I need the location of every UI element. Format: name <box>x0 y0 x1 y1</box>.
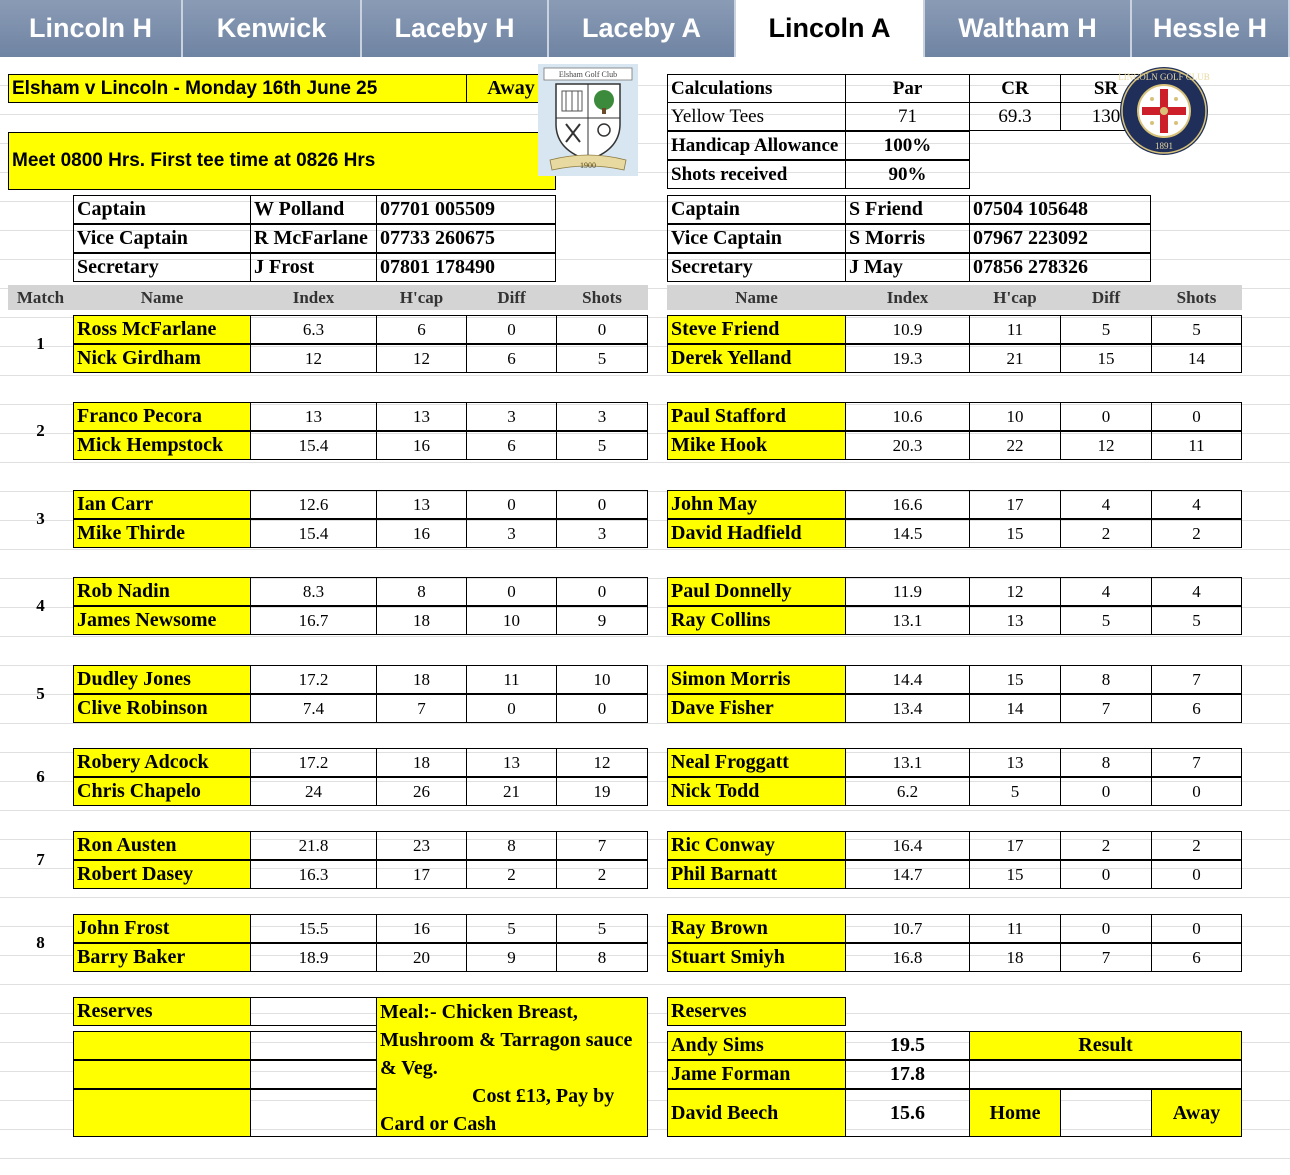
player-right-index[interactable]: 11.9 <box>845 577 970 606</box>
player-left-index[interactable]: 13 <box>250 402 377 431</box>
player-right-index[interactable]: 14.4 <box>845 665 970 694</box>
player-right-shots[interactable]: 11 <box>1151 431 1242 460</box>
result-away[interactable]: Away <box>1151 1089 1242 1137</box>
player-left-shots[interactable]: 7 <box>556 831 648 860</box>
result-value[interactable] <box>969 1060 1242 1089</box>
player-right-index[interactable]: 20.3 <box>845 431 970 460</box>
reserve-left-index-2[interactable] <box>250 1060 377 1089</box>
player-right-name: Ric Conway <box>667 831 846 860</box>
match-number: 1 <box>36 334 45 353</box>
player-left-hcap[interactable]: 12 <box>376 344 467 373</box>
player-left-diff[interactable]: 21 <box>466 777 557 806</box>
player-left-hcap[interactable]: 18 <box>376 748 467 777</box>
player-right-diff[interactable]: 0 <box>1060 860 1152 889</box>
official-left-role: Vice Captain <box>73 224 251 253</box>
player-left-shots[interactable]: 19 <box>556 777 648 806</box>
player-left-diff[interactable]: 3 <box>466 519 557 548</box>
player-right-index[interactable]: 16.6 <box>845 490 970 519</box>
player-right-hcap[interactable]: 18 <box>969 943 1061 972</box>
official-left-name: W Polland <box>250 195 377 224</box>
player-left-name: Ron Austen <box>73 831 251 860</box>
player-right-name: Paul Donnelly <box>667 577 846 606</box>
player-right-name: Mike Hook <box>667 431 846 460</box>
official-right-phone: 07504 105648 <box>969 195 1151 224</box>
tab-kenwick[interactable]: Kenwick <box>183 0 362 57</box>
sheet-tab-bar <box>0 0 1290 57</box>
svg-text:1900: 1900 <box>580 161 596 170</box>
player-right-name: Dave Fisher <box>667 694 846 723</box>
player-left-name: Nick Girdham <box>73 344 251 373</box>
player-left-diff[interactable]: 11 <box>466 665 557 694</box>
player-left-index[interactable]: 16.7 <box>250 606 377 635</box>
player-right-hcap[interactable]: 21 <box>969 344 1061 373</box>
player-left-hcap[interactable]: 16 <box>376 914 467 943</box>
allowance-value: 100% <box>845 131 970 160</box>
player-right-hcap[interactable]: 5 <box>969 777 1061 806</box>
player-left-shots[interactable]: 5 <box>556 431 648 460</box>
player-left-index[interactable]: 15.4 <box>250 519 377 548</box>
meal-text: Meal:- Chicken Breast, Mushroom & Tarragon sauce & Veg. <box>380 1001 633 1079</box>
result-label: Result <box>969 1031 1242 1060</box>
player-right-hcap[interactable]: 12 <box>969 577 1061 606</box>
header-right-index: Index <box>845 285 970 310</box>
player-right-index[interactable]: 6.2 <box>845 777 970 806</box>
player-left-diff[interactable]: 13 <box>466 748 557 777</box>
player-left-hcap[interactable]: 7 <box>376 694 467 723</box>
reserve-left-slot-3[interactable] <box>73 1089 251 1137</box>
player-right-hcap[interactable]: 13 <box>969 748 1061 777</box>
player-left-name: James Newsome <box>73 606 251 635</box>
player-left-diff[interactable]: 2 <box>466 860 557 889</box>
player-right-shots[interactable]: 0 <box>1151 402 1242 431</box>
cr-label: CR <box>969 74 1061 103</box>
reserve-left-index-3[interactable] <box>250 1089 377 1137</box>
match-number: 3 <box>36 509 45 528</box>
reserves-left-value[interactable] <box>250 997 377 1026</box>
player-left-shots[interactable]: 0 <box>556 694 648 723</box>
tab-laceby-h[interactable]: Laceby H <box>362 0 549 57</box>
player-left-name: Chris Chapelo <box>73 777 251 806</box>
player-right-hcap[interactable]: 17 <box>969 831 1061 860</box>
player-left-shots[interactable]: 5 <box>556 914 648 943</box>
player-left-shots[interactable]: 3 <box>556 402 648 431</box>
header-right-name: Name <box>667 285 846 310</box>
player-left-hcap[interactable]: 16 <box>376 519 467 548</box>
player-right-hcap[interactable]: 22 <box>969 431 1061 460</box>
official-right-phone: 07967 223092 <box>969 224 1151 253</box>
player-left-index[interactable]: 17.2 <box>250 665 377 694</box>
player-right-diff[interactable]: 0 <box>1060 402 1152 431</box>
player-left-diff[interactable]: 5 <box>466 914 557 943</box>
official-left-role: Captain <box>73 195 251 224</box>
player-right-shots[interactable]: 0 <box>1151 860 1242 889</box>
official-left-phone: 07701 005509 <box>376 195 556 224</box>
player-right-diff[interactable]: 5 <box>1060 315 1152 344</box>
player-left-shots[interactable]: 0 <box>556 315 648 344</box>
player-left-hcap[interactable]: 18 <box>376 665 467 694</box>
reserve-left-slot-1[interactable] <box>73 1031 251 1060</box>
player-left-shots[interactable]: 2 <box>556 860 648 889</box>
official-left-name: R McFarlane <box>250 224 377 253</box>
player-left-shots[interactable]: 8 <box>556 943 648 972</box>
fixture-venue: Away <box>466 74 556 103</box>
player-left-shots[interactable]: 9 <box>556 606 648 635</box>
player-right-hcap[interactable]: 11 <box>969 914 1061 943</box>
player-left-diff[interactable]: 0 <box>466 577 557 606</box>
tab-waltham-h[interactable]: Waltham H <box>925 0 1132 57</box>
header-left-shots: Shots <box>556 285 648 310</box>
player-right-name: Derek Yelland <box>667 344 846 373</box>
header-left-name: Name <box>73 285 251 310</box>
reserves-right-label: Reserves <box>667 997 846 1026</box>
reserve-left-slot-2[interactable] <box>73 1060 251 1089</box>
player-right-hcap[interactable]: 11 <box>969 315 1061 344</box>
player-right-name: David Hadfield <box>667 519 846 548</box>
player-left-name: Robert Dasey <box>73 860 251 889</box>
player-left-name: Franco Pecora <box>73 402 251 431</box>
player-right-name: Steve Friend <box>667 315 846 344</box>
svg-text:Elsham Golf Club: Elsham Golf Club <box>558 70 618 79</box>
player-right-diff[interactable]: 4 <box>1060 577 1152 606</box>
player-right-diff[interactable]: 2 <box>1060 831 1152 860</box>
player-right-diff[interactable]: 12 <box>1060 431 1152 460</box>
tab-lincoln-a[interactable]: Lincoln A <box>736 0 925 57</box>
official-right-role: Secretary <box>667 253 846 282</box>
player-right-diff[interactable]: 0 <box>1060 777 1152 806</box>
player-left-hcap[interactable]: 26 <box>376 777 467 806</box>
player-left-hcap[interactable]: 23 <box>376 831 467 860</box>
meet-time: Meet 0800 Hrs. First tee time at 0826 Hrs <box>8 132 556 190</box>
tab-lincoln-h[interactable]: Lincoln H <box>0 0 183 57</box>
player-right-diff[interactable]: 8 <box>1060 665 1152 694</box>
reserve-right-name: Jame Forman <box>667 1060 846 1089</box>
reserve-left-index-1[interactable] <box>250 1031 377 1060</box>
player-left-name: Mike Thirde <box>73 519 251 548</box>
tab-laceby-a[interactable]: Laceby A <box>549 0 736 57</box>
player-right-index[interactable]: 14.7 <box>845 860 970 889</box>
player-right-shots[interactable]: 4 <box>1151 490 1242 519</box>
spreadsheet <box>0 57 1290 1175</box>
player-right-index[interactable]: 13.1 <box>845 748 970 777</box>
player-right-diff[interactable]: 4 <box>1060 490 1152 519</box>
player-right-name: Stuart Smiyh <box>667 943 846 972</box>
header-left-diff: Diff <box>466 285 557 310</box>
player-right-shots[interactable]: 0 <box>1151 777 1242 806</box>
player-left-diff[interactable]: 0 <box>466 315 557 344</box>
player-left-name: Mick Hempstock <box>73 431 251 460</box>
reserve-right-index[interactable]: 17.8 <box>845 1060 970 1089</box>
header-right-hcap: H'cap <box>969 285 1061 310</box>
player-right-hcap[interactable]: 10 <box>969 402 1061 431</box>
player-left-diff[interactable]: 10 <box>466 606 557 635</box>
player-left-hcap[interactable]: 8 <box>376 577 467 606</box>
tab-hessle-h[interactable]: Hessle H <box>1132 0 1290 57</box>
player-left-index[interactable]: 12.6 <box>250 490 377 519</box>
player-right-index[interactable]: 16.4 <box>845 831 970 860</box>
sr-value: 130 <box>1060 102 1152 131</box>
header-left-index: Index <box>250 285 377 310</box>
lincoln-golf-club-logo-icon <box>1118 65 1210 157</box>
player-right-shots[interactable]: 5 <box>1151 606 1242 635</box>
result-home[interactable]: Home <box>969 1089 1061 1137</box>
player-right-shots[interactable]: 14 <box>1151 344 1242 373</box>
player-left-index[interactable]: 18.9 <box>250 943 377 972</box>
player-left-shots[interactable]: 10 <box>556 665 648 694</box>
svg-text:LINCOLN GOLF CLUB: LINCOLN GOLF CLUB <box>1118 72 1210 82</box>
player-right-shots[interactable]: 5 <box>1151 315 1242 344</box>
official-right-role: Captain <box>667 195 846 224</box>
player-left-index[interactable]: 24 <box>250 777 377 806</box>
official-right-phone: 07856 278326 <box>969 253 1151 282</box>
sr-label: SR <box>1060 74 1152 103</box>
player-left-hcap[interactable]: 16 <box>376 431 467 460</box>
player-right-name: Neal Froggatt <box>667 748 846 777</box>
player-left-hcap[interactable]: 17 <box>376 860 467 889</box>
player-right-name: Ray Brown <box>667 914 846 943</box>
match-number: 5 <box>36 684 45 703</box>
match-number: 6 <box>36 767 45 786</box>
player-right-index[interactable]: 10.7 <box>845 914 970 943</box>
player-left-diff[interactable]: 6 <box>466 431 557 460</box>
official-left-role: Secretary <box>73 253 251 282</box>
official-left-name: J Frost <box>250 253 377 282</box>
player-right-name: Paul Stafford <box>667 402 846 431</box>
shots-received-value: 90% <box>845 160 970 189</box>
reserve-right-name: Andy Sims <box>667 1031 846 1060</box>
player-right-index[interactable]: 10.6 <box>845 402 970 431</box>
match-number: 2 <box>36 421 45 440</box>
player-left-hcap[interactable]: 6 <box>376 315 467 344</box>
player-left-diff[interactable]: 9 <box>466 943 557 972</box>
player-left-index[interactable]: 15.4 <box>250 431 377 460</box>
player-left-name: Dudley Jones <box>73 665 251 694</box>
player-right-hcap[interactable]: 14 <box>969 694 1061 723</box>
player-right-hcap[interactable]: 13 <box>969 606 1061 635</box>
allowance-label: Handicap Allowance <box>667 131 846 160</box>
match-number: 4 <box>36 596 45 615</box>
meal-info <box>376 997 648 1137</box>
reserve-right-index[interactable]: 15.6 <box>845 1089 970 1137</box>
par-label: Par <box>845 74 970 103</box>
player-left-name: Ian Carr <box>73 490 251 519</box>
player-left-hcap[interactable]: 18 <box>376 606 467 635</box>
player-left-name: Barry Baker <box>73 943 251 972</box>
player-left-diff[interactable]: 0 <box>466 694 557 723</box>
header-right-diff: Diff <box>1060 285 1152 310</box>
player-left-name: Rob Nadin <box>73 577 251 606</box>
calculations-label: Calculations <box>667 74 846 103</box>
player-left-index[interactable]: 16.3 <box>250 860 377 889</box>
player-right-name: Nick Todd <box>667 777 846 806</box>
player-right-name: Ray Collins <box>667 606 846 635</box>
player-right-diff[interactable]: 5 <box>1060 606 1152 635</box>
player-left-diff[interactable]: 3 <box>466 402 557 431</box>
player-left-name: Clive Robinson <box>73 694 251 723</box>
player-left-index[interactable]: 15.5 <box>250 914 377 943</box>
player-right-diff[interactable]: 7 <box>1060 694 1152 723</box>
player-left-name: Ross McFarlane <box>73 315 251 344</box>
player-right-diff[interactable]: 8 <box>1060 748 1152 777</box>
reserve-right-name: David Beech <box>667 1089 846 1137</box>
shots-received-label: Shots received <box>667 160 846 189</box>
player-right-shots[interactable]: 4 <box>1151 577 1242 606</box>
official-right-name: S Morris <box>845 224 970 253</box>
fixture-title: Elsham v Lincoln - Monday 16th June 25 <box>8 74 468 103</box>
player-right-name: Simon Morris <box>667 665 846 694</box>
reserve-right-index[interactable]: 19.5 <box>845 1031 970 1060</box>
player-right-hcap[interactable]: 17 <box>969 490 1061 519</box>
player-left-shots[interactable]: 0 <box>556 490 648 519</box>
player-right-hcap[interactable]: 15 <box>969 665 1061 694</box>
player-left-hcap[interactable]: 20 <box>376 943 467 972</box>
svg-text:1891: 1891 <box>1155 141 1173 151</box>
player-left-name: Robery Adcock <box>73 748 251 777</box>
par-value: 71 <box>845 102 970 131</box>
header-match: Match <box>8 285 73 310</box>
official-right-name: S Friend <box>845 195 970 224</box>
player-left-shots[interactable]: 0 <box>556 577 648 606</box>
cr-value: 69.3 <box>969 102 1061 131</box>
player-right-index[interactable]: 14.5 <box>845 519 970 548</box>
player-right-diff[interactable]: 2 <box>1060 519 1152 548</box>
player-right-shots[interactable]: 0 <box>1151 914 1242 943</box>
reserves-left-label: Reserves <box>73 997 251 1026</box>
result-score[interactable] <box>1060 1089 1152 1137</box>
player-left-index[interactable]: 7.4 <box>250 694 377 723</box>
official-right-role: Vice Captain <box>667 224 846 253</box>
header-right-shots: Shots <box>1151 285 1242 310</box>
player-right-shots[interactable]: 2 <box>1151 831 1242 860</box>
player-left-hcap[interactable]: 13 <box>376 490 467 519</box>
player-left-index[interactable]: 17.2 <box>250 748 377 777</box>
elsham-golf-club-logo-icon <box>538 64 638 176</box>
player-right-diff[interactable]: 7 <box>1060 943 1152 972</box>
player-right-hcap[interactable]: 15 <box>969 860 1061 889</box>
player-right-diff[interactable]: 0 <box>1060 914 1152 943</box>
player-right-index[interactable]: 10.9 <box>845 315 970 344</box>
player-right-index[interactable]: 13.4 <box>845 694 970 723</box>
player-right-shots[interactable]: 6 <box>1151 694 1242 723</box>
player-right-shots[interactable]: 7 <box>1151 665 1242 694</box>
player-right-diff[interactable]: 15 <box>1060 344 1152 373</box>
header-left-hcap: H'cap <box>376 285 467 310</box>
player-right-shots[interactable]: 6 <box>1151 943 1242 972</box>
player-left-index[interactable]: 8.3 <box>250 577 377 606</box>
official-left-phone: 07733 260675 <box>376 224 556 253</box>
player-right-shots[interactable]: 2 <box>1151 519 1242 548</box>
player-left-name: John Frost <box>73 914 251 943</box>
player-left-shots[interactable]: 3 <box>556 519 648 548</box>
tees-label: Yellow Tees <box>667 102 846 131</box>
player-right-index[interactable]: 16.8 <box>845 943 970 972</box>
official-left-phone: 07801 178490 <box>376 253 556 282</box>
player-left-hcap[interactable]: 13 <box>376 402 467 431</box>
player-left-index[interactable]: 21.8 <box>250 831 377 860</box>
player-left-diff[interactable]: 6 <box>466 344 557 373</box>
match-number: 7 <box>36 850 45 869</box>
player-right-hcap[interactable]: 15 <box>969 519 1061 548</box>
player-right-shots[interactable]: 7 <box>1151 748 1242 777</box>
player-left-shots[interactable]: 5 <box>556 344 648 373</box>
player-left-index[interactable]: 6.3 <box>250 315 377 344</box>
meal-cost: Cost £13, Pay by Card or Cash <box>380 1085 615 1135</box>
player-right-name: John May <box>667 490 846 519</box>
player-right-name: Phil Barnatt <box>667 860 846 889</box>
player-right-index[interactable]: 13.1 <box>845 606 970 635</box>
player-left-shots[interactable]: 12 <box>556 748 648 777</box>
official-right-name: J May <box>845 253 970 282</box>
match-number: 8 <box>36 933 45 952</box>
player-left-index[interactable]: 12 <box>250 344 377 373</box>
player-left-diff[interactable]: 8 <box>466 831 557 860</box>
player-right-index[interactable]: 19.3 <box>845 344 970 373</box>
player-left-diff[interactable]: 0 <box>466 490 557 519</box>
